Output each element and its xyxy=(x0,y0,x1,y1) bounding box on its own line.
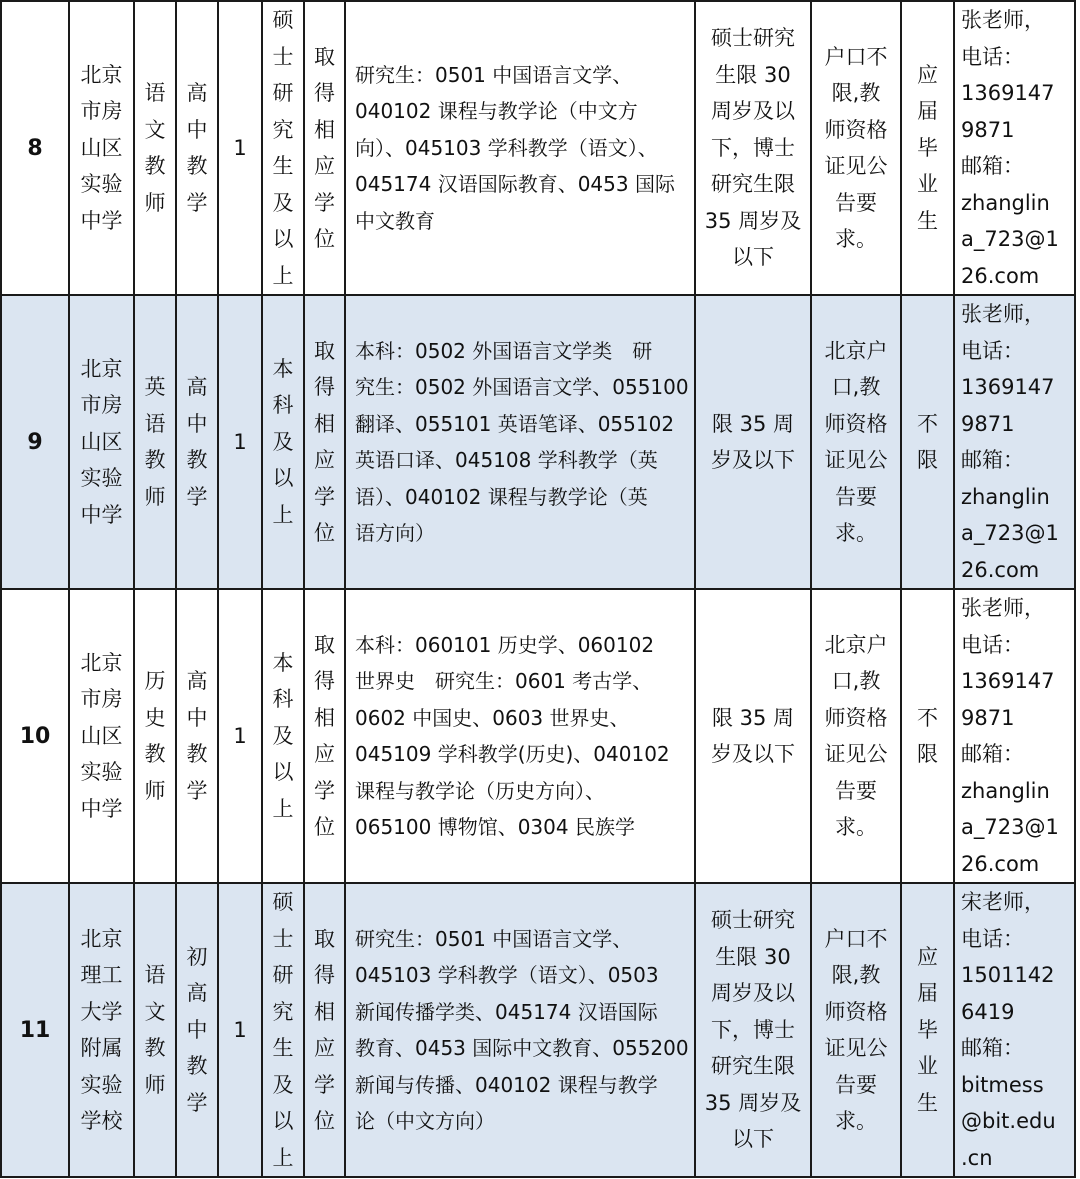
cell-target-line: 业 xyxy=(917,172,938,197)
cell-education-line: 上 xyxy=(272,502,294,527)
cell-target-line: 毕 xyxy=(917,135,938,160)
cell-contact-line: 1369147 xyxy=(961,669,1055,693)
cell-education-line: 本 xyxy=(272,650,294,675)
cell-degree xyxy=(304,295,345,589)
cell-education-line: 究 xyxy=(272,999,294,1024)
cell-age xyxy=(695,589,811,883)
cell-education-line: 士 xyxy=(272,926,294,951)
cell-majors-line: 045109 学科教学(历史)、040102 xyxy=(355,742,670,766)
cell-contact xyxy=(954,589,1075,883)
cell-subject-line: 中 xyxy=(186,411,208,436)
cell-subject-line: 教 xyxy=(186,154,208,178)
cell-majors-line: 新闻传播学类、045174 汉语国际 xyxy=(355,999,658,1024)
cell-majors-line: 045174 汉语国际教育、0453 国际 xyxy=(355,172,675,197)
cell-contact xyxy=(954,883,1075,1177)
cell-degree-line: 学 xyxy=(314,190,335,215)
cell-majors-line: 研究生：0501 中国语言文学、 xyxy=(355,62,633,87)
cell-hukou-line: 限,教 xyxy=(831,81,881,105)
cell-target xyxy=(901,295,954,589)
cell-hukou-line: 户口不 xyxy=(824,926,888,951)
cell-education xyxy=(262,589,304,883)
cell-contact-line: 电话： xyxy=(961,338,1024,363)
cell-majors-line: 教育、0453 国际中文教育、055200 xyxy=(355,1036,689,1060)
cell-hukou-line: 求。 xyxy=(835,1109,877,1133)
cell-subject-line: 教 xyxy=(186,742,208,766)
cell-degree-line: 得 xyxy=(314,81,335,105)
cell-contact-line: bitmess xyxy=(961,1072,1044,1097)
cell-position-line: 历 xyxy=(144,669,166,693)
cell-subject-line: 教 xyxy=(186,448,208,472)
cell-position-line: 教 xyxy=(144,154,166,178)
cell-degree-line: 应 xyxy=(314,1036,335,1060)
cell-target xyxy=(901,589,954,883)
cell-contact-line: a_723@1 xyxy=(961,815,1059,839)
cell-school-line: 市房 xyxy=(80,687,123,712)
cell-degree-line: 相 xyxy=(314,117,335,142)
cell-hukou-line: 师资格 xyxy=(824,411,888,436)
cell-target-line: 届 xyxy=(917,981,938,1006)
cell-position-line: 文 xyxy=(144,117,166,142)
cell-count-text: 1 xyxy=(233,723,247,748)
cell-education-line: 及 xyxy=(272,429,294,454)
cell-majors-line: 论（中文方向） xyxy=(355,1109,495,1133)
cell-education-line: 生 xyxy=(272,154,294,178)
cell-position xyxy=(134,1,176,295)
cell-number-text: 8 xyxy=(27,135,43,161)
cell-majors-line: 040102 课程与教学论（中文方 xyxy=(355,99,638,124)
cell-education-line: 及 xyxy=(272,723,294,748)
cell-degree-line: 取 xyxy=(314,338,335,363)
table-row xyxy=(1,589,1075,883)
cell-majors-line: 中文教育 xyxy=(355,208,435,233)
cell-subject xyxy=(176,883,218,1177)
cell-degree-line: 学 xyxy=(314,484,335,509)
cell-degree-line: 位 xyxy=(314,227,335,251)
cell-school-line: 北京 xyxy=(80,926,123,951)
cell-education-line: 以 xyxy=(272,1109,294,1133)
cell-age-line: 硕士研究 xyxy=(711,26,795,51)
cell-number xyxy=(1,295,69,589)
cell-education-line: 及 xyxy=(272,190,294,215)
cell-hukou xyxy=(811,295,901,589)
cell-majors-line: 新闻与传播、040102 课程与教学 xyxy=(355,1072,658,1097)
cell-school-line: 市房 xyxy=(80,99,123,124)
cell-subject-line: 高 xyxy=(186,669,208,693)
cell-hukou-line: 告要 xyxy=(835,484,877,509)
cell-school-line: 大学 xyxy=(80,999,123,1024)
cell-age-line: 生限 30 xyxy=(715,944,791,969)
cell-majors-line: 0602 中国史、0603 世界史、 xyxy=(355,705,630,730)
cell-school-line: 市房 xyxy=(80,393,123,418)
cell-contact-line: 邮箱： xyxy=(961,1036,1024,1060)
cell-age-line: 周岁及以 xyxy=(711,99,795,124)
cell-degree-line: 相 xyxy=(314,705,335,730)
cell-hukou-line: 求。 xyxy=(835,227,877,251)
cell-subject-line: 高 xyxy=(186,981,208,1006)
cell-age-line: 下，博士 xyxy=(711,1017,795,1042)
cell-position-line: 史 xyxy=(144,705,166,730)
cell-subject-line: 高 xyxy=(186,375,208,399)
cell-contact-line: 张老师， xyxy=(961,302,1045,326)
cell-education-line: 硕 xyxy=(272,890,294,914)
cell-school xyxy=(69,295,134,589)
cell-subject xyxy=(176,1,218,295)
cell-contact xyxy=(954,295,1075,589)
cell-majors-line: 065100 博物馆、0304 民族学 xyxy=(355,815,635,839)
cell-hukou-line: 求。 xyxy=(835,521,877,545)
cell-education-line: 科 xyxy=(272,393,294,418)
cell-degree xyxy=(304,1,345,295)
cell-degree-line: 相 xyxy=(314,999,335,1024)
cell-target xyxy=(901,883,954,1177)
cell-school-line: 中学 xyxy=(80,796,123,821)
cell-contact-line: zhanglin xyxy=(961,778,1050,803)
cell-position-line: 师 xyxy=(144,1072,166,1097)
cell-education-line: 上 xyxy=(272,1145,294,1170)
cell-position-line: 语 xyxy=(144,81,166,105)
cell-degree-line: 相 xyxy=(314,411,335,436)
cell-contact-line: 6419 xyxy=(961,999,1015,1024)
cell-hukou-line: 告要 xyxy=(835,190,877,215)
cell-position-line: 师 xyxy=(144,778,166,803)
cell-contact-line: a_723@1 xyxy=(961,521,1059,545)
cell-school-line: 北京 xyxy=(80,62,123,87)
cell-hukou xyxy=(811,1,901,295)
cell-position xyxy=(134,589,176,883)
cell-degree-line: 得 xyxy=(314,669,335,693)
cell-age-line: 研究生限 xyxy=(711,1054,795,1079)
cell-count xyxy=(218,589,262,883)
cell-age-line: 以下 xyxy=(732,245,774,270)
cell-majors-line: 研究生：0501 中国语言文学、 xyxy=(355,926,633,951)
cell-contact-line: .cn xyxy=(961,1145,993,1170)
cell-age-line: 硕士研究 xyxy=(711,908,795,933)
cell-hukou-line: 求。 xyxy=(835,815,877,839)
cell-degree-line: 位 xyxy=(314,815,335,839)
cell-degree-line: 取 xyxy=(314,632,335,657)
cell-degree-line: 得 xyxy=(314,963,335,987)
cell-target-line: 限 xyxy=(917,742,938,766)
cell-number-text: 11 xyxy=(19,1017,51,1043)
cell-education-line: 研 xyxy=(272,81,294,105)
cell-majors xyxy=(345,295,695,589)
cell-position-line: 师 xyxy=(144,484,166,509)
cell-education-line: 究 xyxy=(272,117,294,142)
cell-education-line: 生 xyxy=(272,1036,294,1060)
cell-age-line: 岁及以下 xyxy=(711,742,795,766)
cell-target-line: 业 xyxy=(917,1054,938,1079)
table-row xyxy=(1,295,1075,589)
cell-number-text: 9 xyxy=(27,429,43,455)
cell-school-line: 实验 xyxy=(80,466,123,491)
cell-target-line: 不 xyxy=(917,411,938,436)
cell-contact-line: zhanglin xyxy=(961,190,1050,215)
cell-number-text: 10 xyxy=(19,723,51,749)
cell-target-line: 届 xyxy=(917,99,938,124)
cell-count xyxy=(218,883,262,1177)
cell-target-line: 应 xyxy=(917,944,938,969)
cell-degree-line: 应 xyxy=(314,448,335,472)
cell-position-line: 英 xyxy=(144,375,166,399)
cell-contact-line: 1369147 xyxy=(961,375,1055,399)
cell-position-line: 语 xyxy=(144,411,166,436)
cell-subject-line: 学 xyxy=(186,1090,208,1115)
cell-hukou-line: 口,教 xyxy=(831,669,881,693)
cell-age-line: 下，博士 xyxy=(711,135,795,160)
cell-age-line: 生限 30 xyxy=(715,62,791,87)
cell-education-line: 硕 xyxy=(272,8,294,32)
cell-school-line: 实验 xyxy=(80,172,123,197)
cell-count xyxy=(218,295,262,589)
cell-subject-line: 学 xyxy=(186,778,208,803)
cell-contact xyxy=(954,1,1075,295)
cell-subject-line: 中 xyxy=(186,117,208,142)
cell-contact-line: 9871 xyxy=(961,411,1015,436)
cell-position-line: 教 xyxy=(144,742,166,766)
cell-contact-line: 26.com xyxy=(961,851,1040,876)
cell-education-line: 士 xyxy=(272,44,294,69)
cell-contact-line: 1369147 xyxy=(961,81,1055,105)
cell-target xyxy=(901,1,954,295)
cell-school-line: 理工 xyxy=(80,963,123,987)
cell-subject-line: 初 xyxy=(186,944,208,969)
cell-school xyxy=(69,589,134,883)
cell-school-line: 中学 xyxy=(80,502,123,527)
cell-position-line: 师 xyxy=(144,190,166,215)
cell-contact-line: 宋老师， xyxy=(961,890,1045,914)
cell-education-line: 及 xyxy=(272,1072,294,1097)
cell-contact-line: 9871 xyxy=(961,705,1015,730)
cell-majors xyxy=(345,883,695,1177)
cell-degree-line: 取 xyxy=(314,926,335,951)
cell-hukou-line: 告要 xyxy=(835,1072,877,1097)
cell-hukou-line: 证见公 xyxy=(824,448,888,472)
cell-subject-line: 中 xyxy=(186,705,208,730)
cell-hukou-line: 限,教 xyxy=(831,963,881,987)
cell-school xyxy=(69,1,134,295)
cell-contact-line: 邮箱： xyxy=(961,742,1024,766)
cell-position-line: 语 xyxy=(144,963,166,987)
cell-target-line: 不 xyxy=(917,705,938,730)
cell-majors-line: 向）、045103 学科教学（语文）、 xyxy=(355,135,658,160)
cell-target-line: 生 xyxy=(917,1090,938,1115)
cell-education-line: 上 xyxy=(272,263,294,288)
cell-subject-line: 学 xyxy=(186,190,208,215)
cell-subject-line: 中 xyxy=(186,1017,208,1042)
cell-target-line: 应 xyxy=(917,62,938,87)
cell-count xyxy=(218,1,262,295)
cell-school-line: 山区 xyxy=(80,135,123,160)
cell-number xyxy=(1,589,69,883)
cell-contact-line: 张老师， xyxy=(961,596,1045,620)
cell-degree-line: 位 xyxy=(314,1109,335,1133)
cell-education-line: 上 xyxy=(272,796,294,821)
cell-target-line: 限 xyxy=(917,448,938,472)
cell-contact-line: 电话： xyxy=(961,926,1024,951)
cell-school-line: 山区 xyxy=(80,723,123,748)
cell-age-line: 以下 xyxy=(732,1127,774,1152)
cell-hukou-line: 证见公 xyxy=(824,1036,888,1060)
cell-subject-line: 学 xyxy=(186,484,208,509)
cell-education-line: 研 xyxy=(272,963,294,987)
cell-majors-line: 翻译、055101 英语笔译、055102 xyxy=(355,411,675,436)
cell-degree-line: 取 xyxy=(314,44,335,69)
cell-subject-line: 高 xyxy=(186,81,208,105)
cell-education xyxy=(262,883,304,1177)
cell-majors-line: 世界史 研究生：0601 考古学、 xyxy=(355,669,653,693)
cell-number xyxy=(1,883,69,1177)
cell-education-line: 以 xyxy=(272,227,294,251)
cell-majors-line: 究生：0502 外国语言文学、055100 xyxy=(355,375,689,399)
cell-majors-line: 045103 学科教学（语文）、0503 xyxy=(355,963,659,987)
cell-age-line: 35 周岁及 xyxy=(704,1090,802,1115)
cell-hukou-line: 告要 xyxy=(835,778,877,803)
cell-subject xyxy=(176,295,218,589)
cell-position-line: 教 xyxy=(144,1036,166,1060)
cell-degree-line: 学 xyxy=(314,778,335,803)
cell-school-line: 山区 xyxy=(80,429,123,454)
cell-contact-line: zhanglin xyxy=(961,484,1050,509)
cell-education-line: 以 xyxy=(272,466,294,491)
cell-majors-line: 语）、040102 课程与教学论（英 xyxy=(355,484,648,509)
table-body xyxy=(1,1,1075,1177)
cell-count-text: 1 xyxy=(233,135,247,160)
cell-position-line: 文 xyxy=(144,999,166,1024)
cell-school-line: 北京 xyxy=(80,650,123,675)
cell-contact-line: 26.com xyxy=(961,557,1040,582)
cell-age xyxy=(695,883,811,1177)
cell-school-line: 中学 xyxy=(80,208,123,233)
cell-contact-line: 邮箱： xyxy=(961,448,1024,472)
cell-contact-line: 张老师， xyxy=(961,8,1045,32)
cell-target-line: 毕 xyxy=(917,1017,938,1042)
cell-hukou xyxy=(811,883,901,1177)
cell-hukou-line: 师资格 xyxy=(824,999,888,1024)
cell-education xyxy=(262,295,304,589)
cell-degree-line: 得 xyxy=(314,375,335,399)
cell-hukou-line: 证见公 xyxy=(824,154,888,178)
cell-degree xyxy=(304,589,345,883)
cell-majors xyxy=(345,1,695,295)
cell-age xyxy=(695,295,811,589)
cell-education-line: 科 xyxy=(272,687,294,712)
cell-degree-line: 应 xyxy=(314,154,335,178)
cell-school-line: 学校 xyxy=(80,1109,123,1133)
cell-school-line: 北京 xyxy=(80,356,123,381)
table-row xyxy=(1,883,1075,1177)
cell-hukou-line: 口,教 xyxy=(831,375,881,399)
cell-education-line: 以 xyxy=(272,760,294,785)
cell-contact-line: 9871 xyxy=(961,117,1015,142)
cell-age xyxy=(695,1,811,295)
cell-majors-line: 英语口译、045108 学科教学（英 xyxy=(355,448,658,472)
cell-degree xyxy=(304,883,345,1177)
cell-contact-line: 1501142 xyxy=(961,963,1055,987)
cell-education xyxy=(262,1,304,295)
cell-position xyxy=(134,883,176,1177)
cell-count-text: 1 xyxy=(233,429,247,454)
cell-age-line: 周岁及以 xyxy=(711,981,795,1006)
cell-school-line: 附属 xyxy=(80,1036,123,1060)
cell-hukou-line: 证见公 xyxy=(824,742,888,766)
cell-hukou-line: 北京户 xyxy=(824,338,888,363)
cell-hukou xyxy=(811,589,901,883)
cell-subject-line: 教 xyxy=(186,1054,208,1079)
cell-majors-line: 本科：060101 历史学、060102 xyxy=(355,632,655,657)
cell-age-line: 岁及以下 xyxy=(711,448,795,472)
cell-number xyxy=(1,1,69,295)
cell-contact-line: @bit.edu xyxy=(961,1109,1056,1133)
cell-age-line: 限 35 周 xyxy=(711,411,795,436)
cell-contact-line: 邮箱： xyxy=(961,154,1024,178)
cell-contact-line: 电话： xyxy=(961,632,1024,657)
cell-target-line: 生 xyxy=(917,208,938,233)
cell-subject xyxy=(176,589,218,883)
cell-age-line: 研究生限 xyxy=(711,172,795,197)
cell-contact-line: a_723@1 xyxy=(961,227,1059,251)
cell-majors-line: 本科：0502 外国语言文学类 研 xyxy=(355,338,653,363)
cell-school-line: 实验 xyxy=(80,760,123,785)
cell-age-line: 限 35 周 xyxy=(711,705,795,730)
cell-school xyxy=(69,883,134,1177)
cell-majors-line: 语方向） xyxy=(355,521,435,545)
cell-education-line: 本 xyxy=(272,356,294,381)
cell-contact-line: 26.com xyxy=(961,263,1040,288)
cell-count-text: 1 xyxy=(233,1017,247,1042)
cell-hukou-line: 北京户 xyxy=(824,632,888,657)
cell-age-line: 35 周岁及 xyxy=(704,208,802,233)
table-row xyxy=(1,1,1075,295)
cell-majors xyxy=(345,589,695,883)
cell-position-line: 教 xyxy=(144,448,166,472)
cell-majors-line: 课程与教学论（历史方向）、 xyxy=(355,778,605,803)
cell-hukou-line: 师资格 xyxy=(824,705,888,730)
cell-contact-line: 电话： xyxy=(961,44,1024,69)
cell-hukou-line: 师资格 xyxy=(824,117,888,142)
cell-position xyxy=(134,295,176,589)
cell-degree-line: 位 xyxy=(314,521,335,545)
cell-school-line: 实验 xyxy=(80,1072,123,1097)
cell-degree-line: 学 xyxy=(314,1072,335,1097)
cell-degree-line: 应 xyxy=(314,742,335,766)
cell-hukou-line: 户口不 xyxy=(824,44,888,69)
